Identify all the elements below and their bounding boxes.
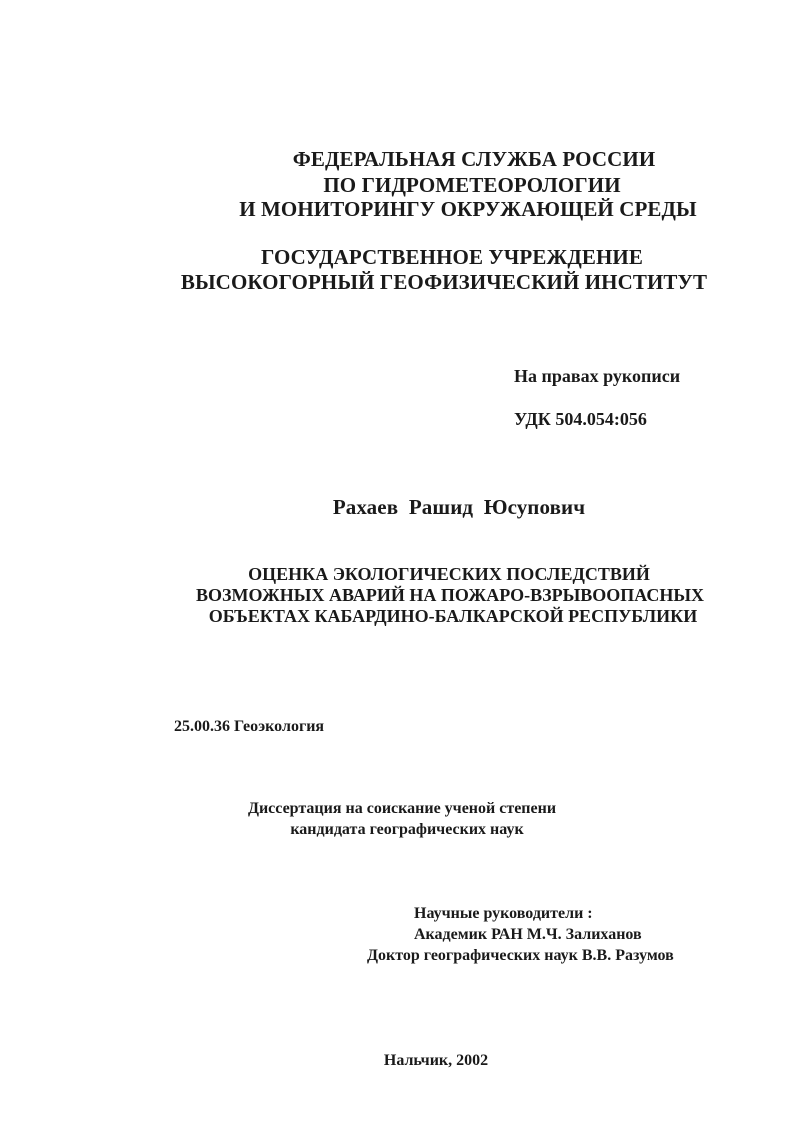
manuscript-rights: На правах рукописи: [514, 366, 681, 386]
supervisors-heading: Научные руководители :: [414, 905, 593, 922]
author-name: Рахаев Рашид Юсупович: [332, 495, 586, 519]
place-year: Нальчик, 2002: [383, 1052, 489, 1069]
supervisor-1: Академик РАН М.Ч. Залиханов: [414, 926, 642, 943]
institution-line-1: ГОСУДАРСТВЕННОЕ УЧРЕЖДЕНИЕ: [261, 245, 643, 269]
thesis-title-line-2: ВОЗМОЖНЫХ АВАРИЙ НА ПОЖАРО-ВЗРЫВООПАСНЫХ: [195, 585, 705, 605]
thesis-title-line-3: ОБЪЕКТАХ КАБАРДИНО-БАЛКАРСКОЙ РЕСПУБЛИКИ: [208, 606, 698, 626]
institution-line-2: ВЫСОКОГОРНЫЙ ГЕОФИЗИЧЕСКИЙ ИНСТИТУТ: [180, 270, 708, 294]
org-line-3: И МОНИТОРИНГУ ОКРУЖАЮЩЕЙ СРЕДЫ: [239, 197, 697, 221]
thesis-title-line-1: ОЦЕНКА ЭКОЛОГИЧЕСКИХ ПОСЛЕДСТВИЙ: [248, 564, 650, 584]
degree-line-2: кандидата географических наук: [290, 821, 524, 838]
udc-code: УДК 504.054:056: [514, 409, 647, 429]
org-line-1: ФЕДЕРАЛЬНАЯ СЛУЖБА РОССИИ: [292, 147, 656, 171]
degree-line-1: Диссертация на соискание ученой степени: [247, 800, 557, 817]
specialty-code: 25.00.36 Геоэкология: [174, 718, 325, 735]
supervisor-2: Доктор географических наук В.В. Разумов: [367, 947, 674, 964]
org-line-2: ПО ГИДРОМЕТЕОРОЛОГИИ: [323, 173, 621, 197]
